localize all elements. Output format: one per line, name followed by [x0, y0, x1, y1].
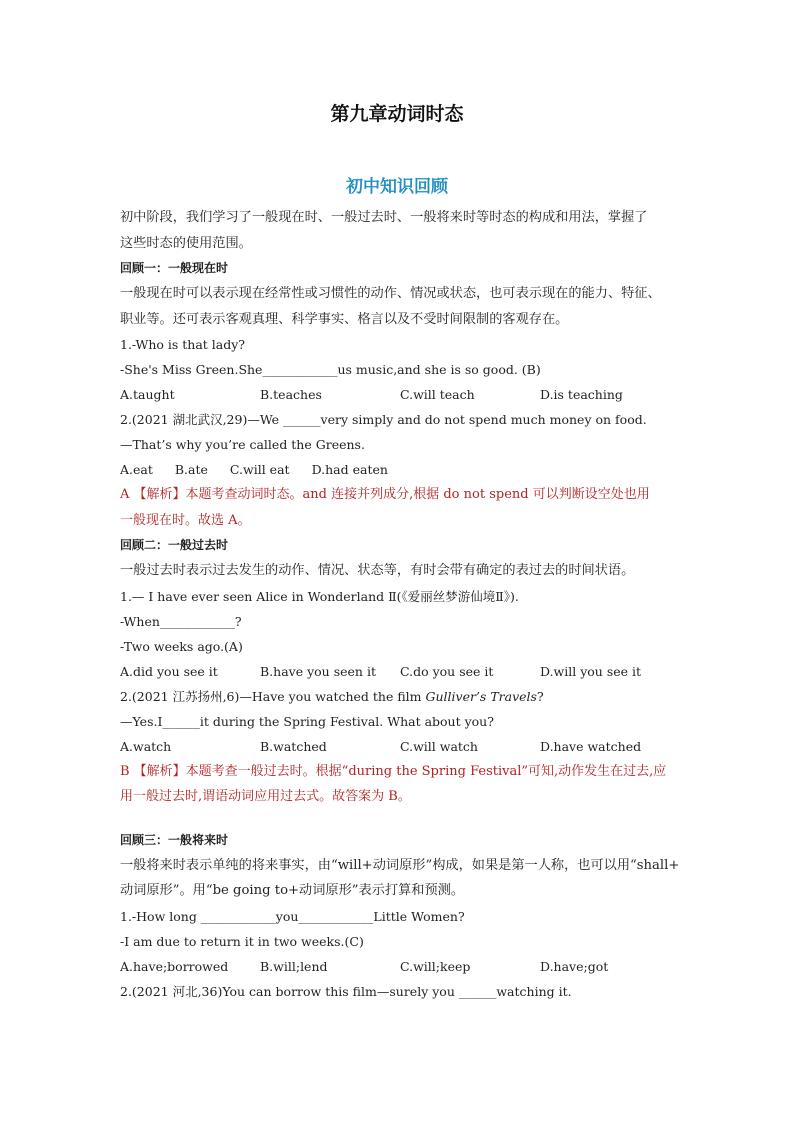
answer-options: [120, 457, 680, 482]
option: B.teaches: [260, 387, 322, 402]
option: A.eat: [120, 462, 153, 477]
section-heading: 回顾三：一般将来时: [120, 832, 229, 847]
question-line: 2.(2021 湖北武汉,29)—We ______very simply and do not spend much money on food.: [120, 412, 647, 427]
option: B.ate: [174, 462, 208, 477]
option: A.did you see it: [120, 663, 218, 679]
film-title: Gulliver’s Travels: [425, 688, 537, 704]
intro-line: 初中阶段，我们学习了一般现在时、一般过去时、一般将来时等时态的构成和用法，掌握了: [120, 210, 648, 225]
section-description: 动词原形”。用“be going to+动词原形”表示打算和预测。: [120, 883, 465, 898]
answer-options: [120, 734, 680, 759]
option: C.will;keep: [400, 958, 471, 974]
option: C.will teach: [400, 387, 475, 402]
section-description: 一般现在时可以表示现在经常性或习惯性的动作、情况或状态，也可表示现在的能力、特征、: [120, 286, 661, 301]
answer-analysis: 一般现在时。故选 A。: [120, 512, 251, 528]
answer-options: [120, 382, 680, 407]
option: D.have;got: [540, 958, 609, 974]
option: B.have you seen it: [260, 663, 376, 679]
question-line: -Two weeks ago.(A): [120, 638, 243, 654]
answer-options: [120, 954, 680, 979]
section-description: 职业等。还可表示客观真理、科学事实、格言以及不受时间限制的客观存在。: [120, 311, 569, 327]
question-line: —Yes.I______it during the Spring Festival. What about you?: [120, 713, 494, 729]
option: D.will you see it: [540, 663, 642, 679]
option: B.watched: [260, 738, 327, 754]
option: C.will watch: [400, 738, 478, 754]
option: A.taught: [120, 387, 175, 402]
option: D.had eaten: [311, 462, 388, 477]
option: D.have watched: [540, 738, 642, 754]
option: C.will eat: [229, 462, 290, 477]
chapter-title: 第九章动词时态: [330, 103, 464, 125]
section-heading: 回顾二：一般过去时: [120, 538, 229, 552]
document-body: [120, 205, 680, 1004]
intro-line: 这些时态的使用范围。: [120, 235, 252, 251]
question-line: 1.— I have ever seen Alice in Wonderland Ⅱ(《爱丽丝梦游仙境Ⅱ》).: [120, 588, 519, 604]
option: A.have;borrowed: [120, 958, 229, 974]
question-line: -I am due to return it in two weeks.(C): [120, 933, 364, 949]
spacer: [120, 810, 680, 828]
section-subtitle: 初中知识回顾: [346, 177, 448, 197]
question-line: 2.(2021 河北,36)You can borrow this film—surely you ______watching it.: [120, 983, 572, 999]
option: A.watch: [120, 738, 172, 754]
option: B.will;lend: [260, 958, 328, 974]
question-line: [120, 684, 680, 709]
section-description: 一般过去时表示过去发生的动作、情况、状态等，有时会带有确定的表过去的时间状语。: [120, 563, 635, 578]
question-line: 1.-Who is that lady?: [120, 337, 245, 352]
question-line: -She's Miss Green.She____________us music,and she is so good. (B): [120, 362, 541, 377]
answer-analysis: A 【解析】本题考查动词时态。and 连接并列成分,根据 do not spend 可以判断设空处也用: [120, 487, 650, 502]
section-description: 一般将来时表示单纯的将来事实，由“will+动词原形”构成，如果是第一人称，也可以用“shall+: [120, 857, 680, 873]
option: C.do you see it: [400, 663, 494, 679]
question-line: 1.-How long ____________you____________Little Women?: [120, 908, 465, 924]
question-text: 2.(2021 江苏扬州,6)—Have you watched the film: [120, 688, 426, 704]
answer-analysis: B 【解析】本题考查一般过去时。根据“during the Spring Festival”可知,动作发生在过去,应: [120, 763, 667, 779]
section-heading: 回顾一：一般现在时: [120, 261, 229, 275]
answer-options: [120, 659, 680, 684]
question-line: -When____________?: [120, 613, 242, 629]
answer-analysis: 用一般过去时,谓语动词应用过去式。故答案为 B。: [120, 789, 411, 804]
question-line: —That’s why you’re called the Greens.: [120, 437, 365, 452]
question-text: ?: [536, 688, 544, 704]
option: D.is teaching: [540, 387, 623, 402]
